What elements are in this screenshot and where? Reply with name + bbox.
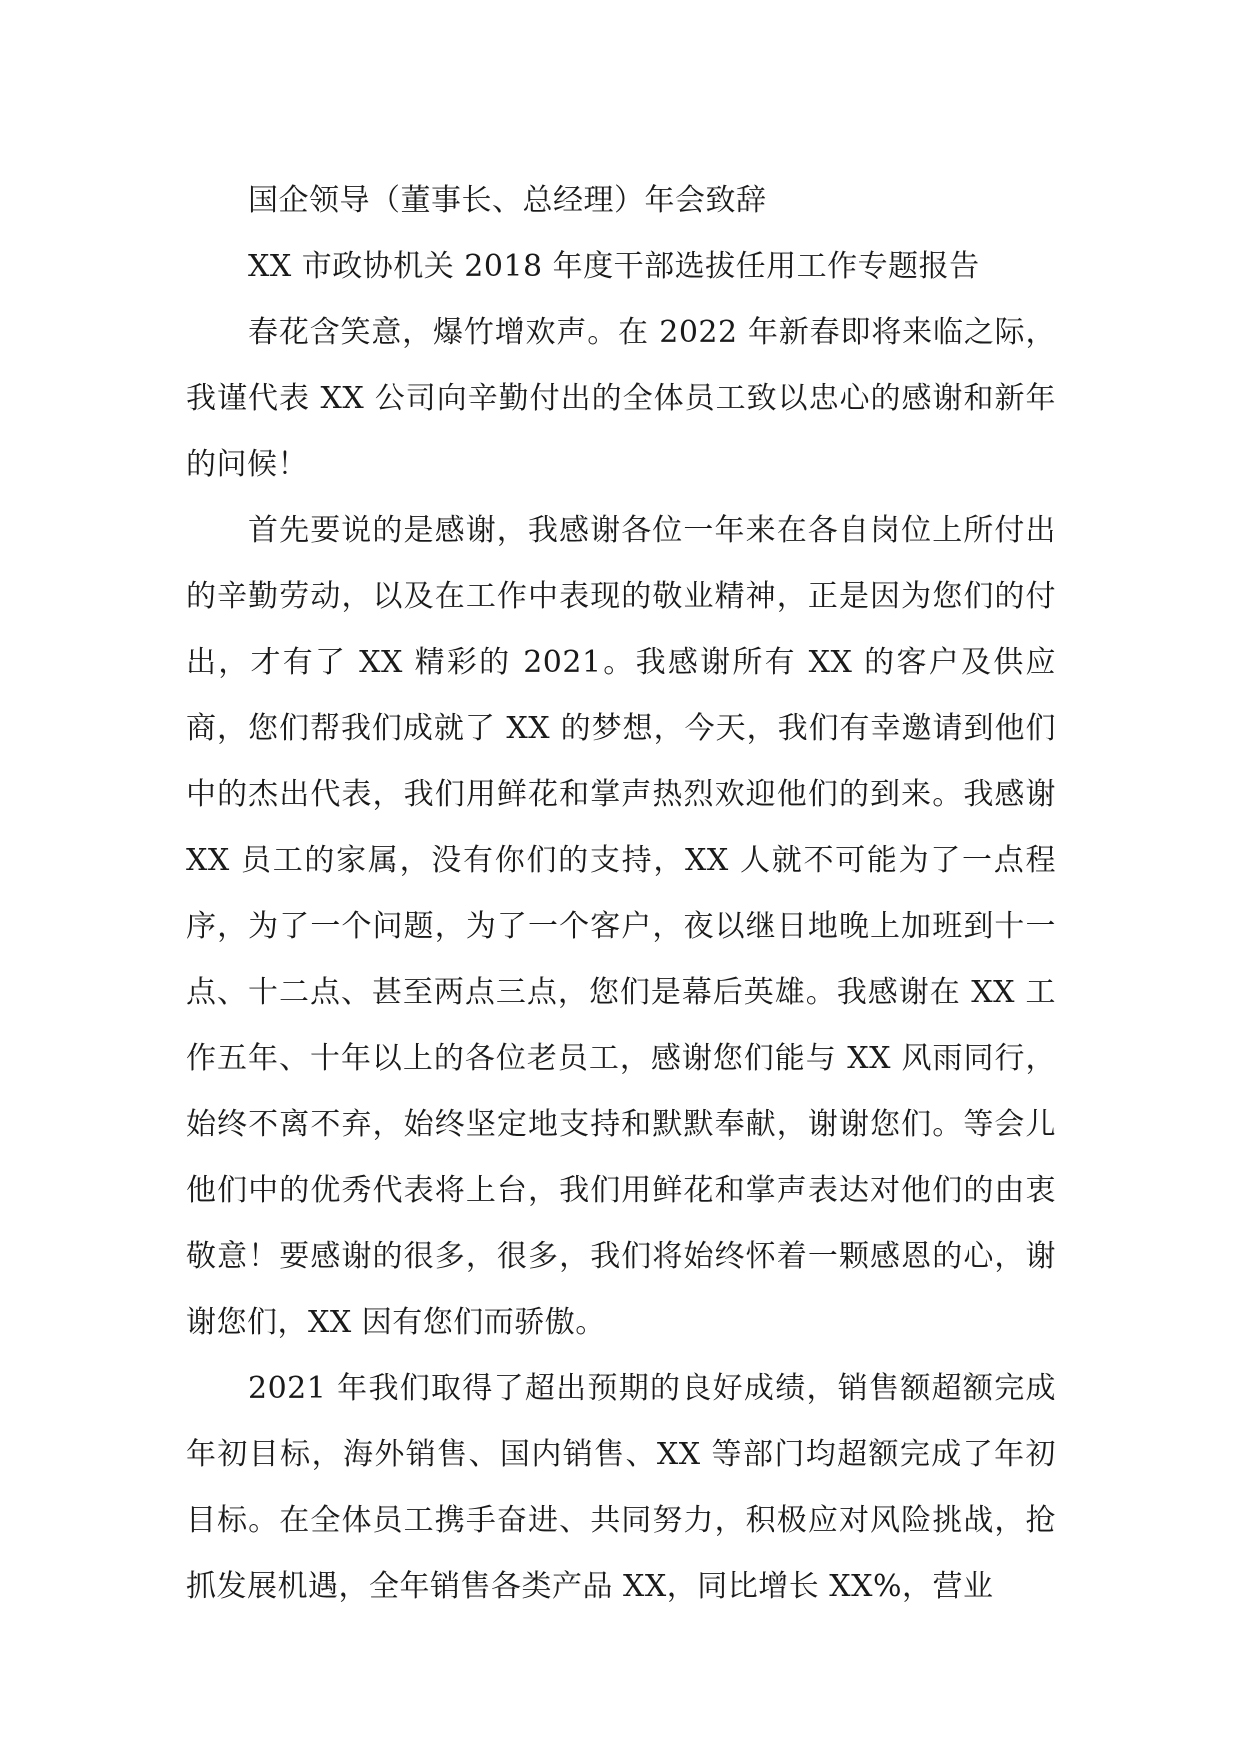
paragraph: 2021 年我们取得了超出预期的良好成绩，销售额超额完成年初目标，海外销售、国内销售、XX 等部门均超额完成了年初目标。在全体员工携手奋进、共同努力，积极应对风险挑战，抢抓发展机遇，全年销售各类产品 XX，同比增长 XX%，营业 <box>186 1371 1056 1604</box>
paragraph: 春花含笑意，爆竹增欢声。在 2022 年新春即将来临之际，我谨代表 XX 公司向辛勤付出的全体员工致以忠心的感谢和新年的问候！ <box>186 315 1056 482</box>
document-subtitle: XX 市政协机关 2018 年度干部选拔任用工作专题报告 <box>248 249 980 284</box>
document-title: 国企领导（董事长、总经理）年会致辞 <box>248 183 767 218</box>
paragraph: 首先要说的是感谢，我感谢各位一年来在各自岗位上所付出的辛勤劳动，以及在工作中表现的敬业精神，正是因为您们的付出，才有了 XX 精彩的 2021。我感谢所有 XX 的客户及供应商，您们帮我们成就了 XX 的梦想，今天，我们有幸邀请到他们中的杰出代表，我们用鲜花和掌声热烈欢迎他们的到来。我感谢 XX 员工的家属，没有你们的支持，XX 人就不可能为了一点程序，为了一个问题，为了一个客户，夜以继日地晚上加班到十一点、十二点、甚至两点三点，您们是幕后英雄。我感谢在 XX 工作五年、十年以上的各位老员工，感谢您们能与 XX 风雨同行，始终不离不弃，始终坚定地支持和默默奉献，谢谢您们。等会儿他们中的优秀代表将上台，我们用鲜花和掌声表达对他们的由衷敬意！要感谢的很多，很多，我们将始终怀着一颗感恩的心，谢谢您们，XX 因有您们而骄傲。 <box>186 513 1056 1340</box>
document-body <box>186 168 1056 1620</box>
